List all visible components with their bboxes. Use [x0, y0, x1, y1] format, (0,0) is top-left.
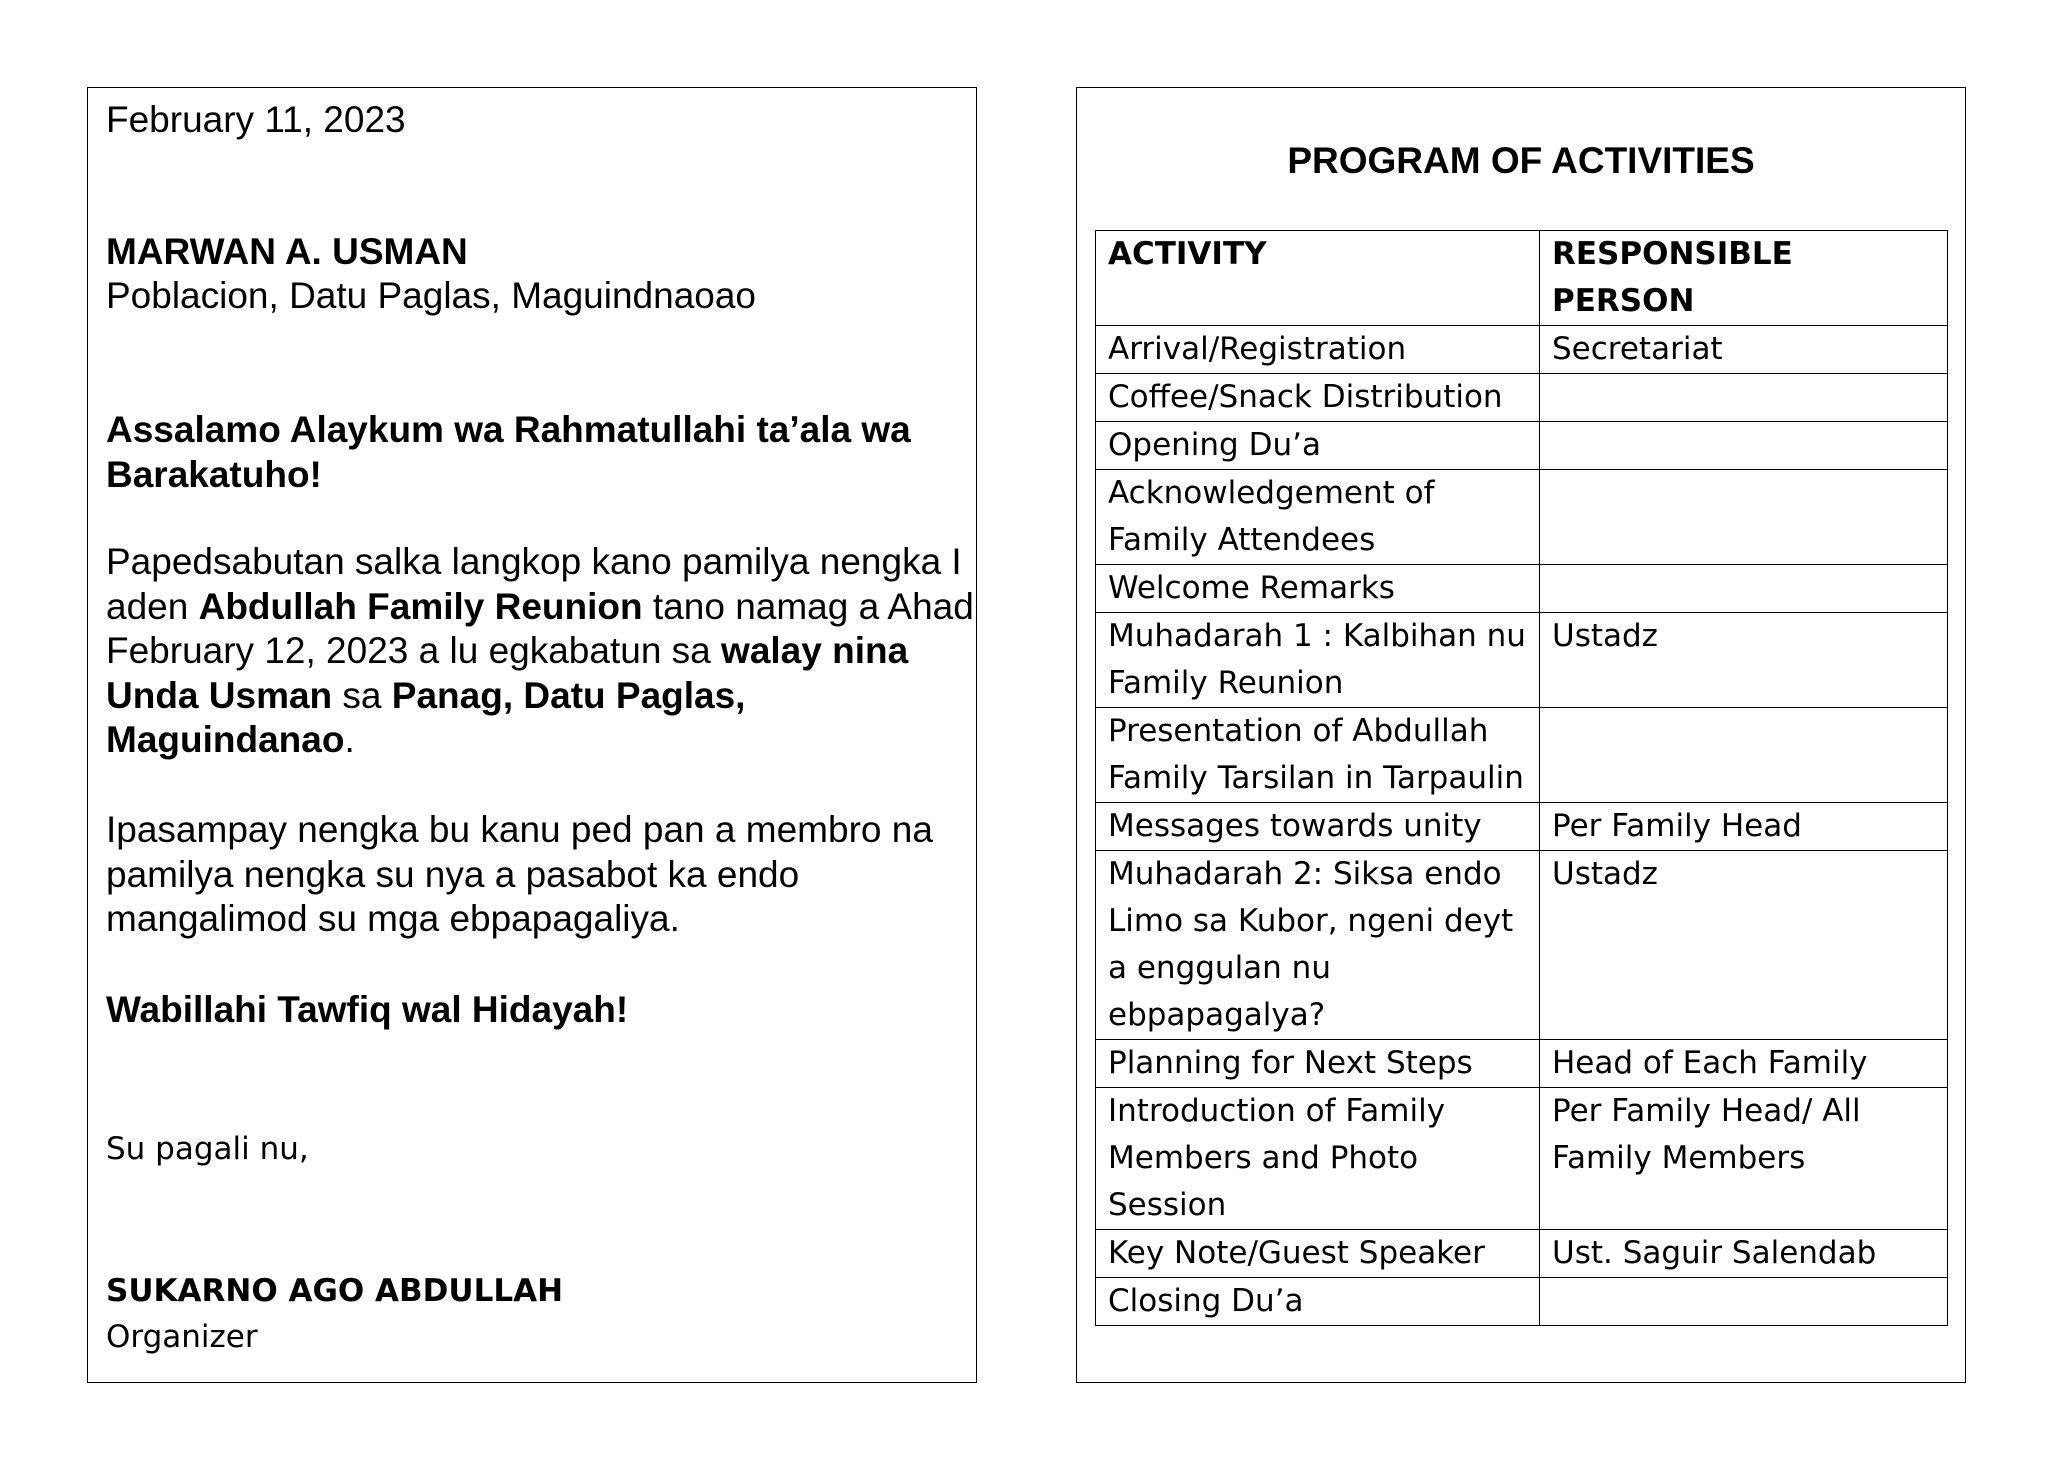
para-text-3: sa [332, 674, 392, 716]
person-cell: Per Family Head/ All Family Members [1540, 1088, 1948, 1230]
activity-cell: Arrival/Registration [1096, 326, 1540, 374]
para-text-2: tano namag a Ahad February 12, 2023 a lu egkabatun sa [106, 585, 974, 671]
table-row [1096, 708, 1948, 803]
person-cell [1540, 565, 1948, 613]
table-row [1096, 1088, 1948, 1230]
activity-cell: Welcome Remarks [1096, 565, 1540, 613]
table-row [1096, 422, 1948, 470]
table-row [1096, 1040, 1948, 1088]
venue-house: walay nina Unda Usman [106, 630, 909, 716]
activity-cell: Messages towards unity [1096, 803, 1540, 851]
activity-cell: Presentation of Abdullah Family Tarsilan in Tarpaulin [1096, 708, 1540, 803]
table-row [1096, 613, 1948, 708]
person-cell [1540, 374, 1948, 422]
person-cell: Secretariat [1540, 326, 1948, 374]
table-row [1096, 326, 1948, 374]
table-row [1096, 565, 1948, 613]
reminder-paragraph: Ipasampay nengka bu kanu ped pan a membro na pamilya nengka su nya a pasabot ka endo mangalimod su mga ebpapagaliya. [106, 809, 933, 939]
activity-cell: Muhadarah 1 : Kalbihan nu Family Reunion [1096, 613, 1540, 708]
activity-cell: Muhadarah 2: Siksa endo Limo sa Kubor, ngeni deyt a enggulan nu ebpapagalya? [1096, 851, 1540, 1040]
person-cell [1540, 708, 1948, 803]
program-title: PROGRAM OF ACTIVITIES [1287, 140, 1755, 181]
header-activity: ACTIVITY [1096, 231, 1540, 326]
venue-place: Panag, Datu Paglas, Maguindanao [106, 674, 746, 760]
letter-date: February 11, 2023 [106, 99, 406, 140]
activity-cell: Opening Du’a [1096, 422, 1540, 470]
valediction: Su pagali nu, [106, 1131, 309, 1167]
para-text-1: Papedsabutan salka langkop kano pamilya nengka I aden [106, 541, 962, 627]
table-row [1096, 851, 1948, 1040]
para-text-4: . [344, 719, 355, 760]
person-cell [1540, 470, 1948, 565]
invitation-letter-panel [87, 87, 977, 1383]
closing-prayer: Wabillahi Tawfiq wal Hidayah! [106, 989, 629, 1030]
person-cell: Ustadz [1540, 613, 1948, 708]
activity-cell: Introduction of Family Members and Photo Session [1096, 1088, 1540, 1230]
person-cell: Per Family Head [1540, 803, 1948, 851]
activity-cell: Closing Du’a [1096, 1278, 1540, 1326]
table-row [1096, 1278, 1948, 1326]
header-responsible-person: RESPONSIBLE PERSON [1540, 231, 1948, 326]
table-header-row [1096, 231, 1948, 326]
table-row [1096, 470, 1948, 565]
invitation-paragraph [106, 540, 976, 763]
activity-cell: Planning for Next Steps [1096, 1040, 1540, 1088]
activity-cell: Coffee/Snack Distribution [1096, 374, 1540, 422]
person-cell: Head of Each Family [1540, 1040, 1948, 1088]
person-cell: Ust. Saguir Salendab [1540, 1230, 1948, 1278]
greeting: Assalamo Alaykum wa Rahmatullahi ta’ala wa Barakatuho! [106, 409, 911, 495]
program-of-activities-panel [1076, 87, 1966, 1383]
recipient-address: Poblacion, Datu Paglas, Maguindnaoao [106, 275, 757, 316]
event-name: Abdullah Family Reunion [198, 585, 643, 627]
person-cell [1540, 422, 1948, 470]
table-row [1096, 803, 1948, 851]
activity-cell: Acknowledgement of Family Attendees [1096, 470, 1540, 565]
activity-cell: Key Note/Guest Speaker [1096, 1230, 1540, 1278]
table-row [1096, 1230, 1948, 1278]
person-cell [1540, 1278, 1948, 1326]
signer-name: SUKARNO AGO ABDULLAH [106, 1273, 564, 1309]
signer-title: Organizer [106, 1319, 258, 1355]
recipient-name: MARWAN A. USMAN [106, 231, 468, 272]
activities-table [1095, 230, 1948, 1326]
person-cell: Ustadz [1540, 851, 1948, 1040]
table-row [1096, 374, 1948, 422]
